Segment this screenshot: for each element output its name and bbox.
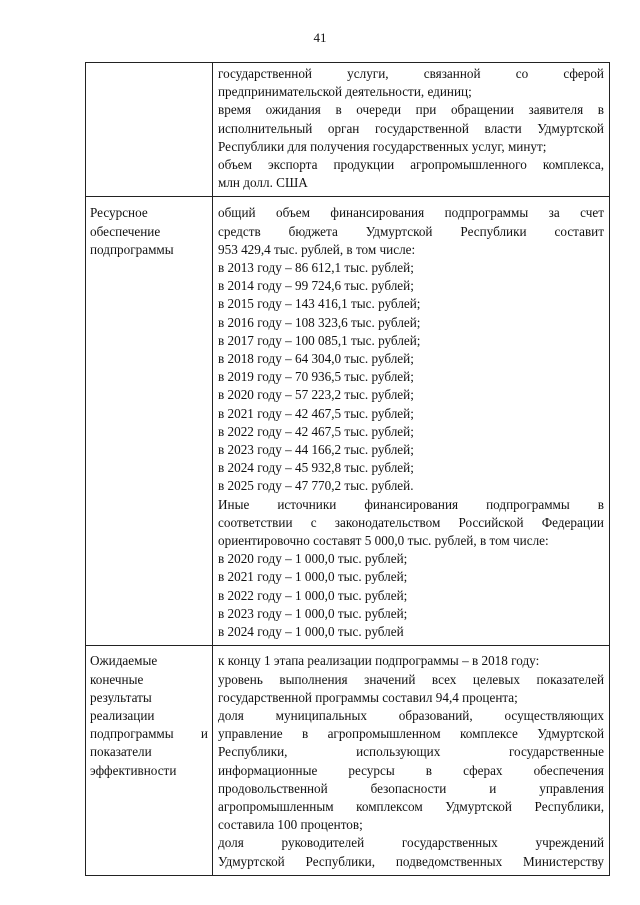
label-line: Ресурсное: [90, 205, 148, 221]
text-line: доля руководителей государственных учреждений: [218, 835, 604, 851]
text-line: доля муниципальных образований, осуществляющих: [218, 707, 604, 723]
label-line: подпрограммы и: [90, 726, 208, 742]
text-line: соответствии с законодательством Российской Федерации: [218, 514, 604, 530]
funding-2018: в 2018 году – 64 304,0 тыс. рублей;: [218, 351, 414, 367]
text-line: общий объем финансирования подпрограммы за счет: [218, 205, 604, 221]
cell-label-empty: [86, 63, 213, 197]
label-line: Ожидаемые: [90, 653, 158, 669]
text-line: Удмуртской Республики, подведомственных Министерству: [218, 853, 604, 869]
table-row-continuation: [86, 63, 610, 197]
cell-content-expected-results: [213, 646, 610, 875]
text-line: государственной программы составил 94,4 процента;: [218, 689, 518, 705]
funding-2017: в 2017 году – 100 085,1 тыс. рублей;: [218, 332, 421, 348]
page-number: 41: [313, 30, 327, 45]
funding-2020: в 2020 году – 57 223,2 тыс. рублей;: [218, 387, 414, 403]
text-line: информационные ресурсы в сферах обеспечения: [218, 762, 604, 778]
table-row-resources: [86, 197, 610, 646]
text-line: государственной услуги, связанной со сферой: [218, 66, 604, 81]
text-line: уровень выполнения значений всех целевых показателей: [218, 671, 604, 687]
funding-2014: в 2014 году – 99 724,6 тыс. рублей;: [218, 278, 414, 294]
table-row-expected-results: [86, 646, 610, 875]
funding-2015: в 2015 году – 143 416,1 тыс. рублей;: [218, 296, 421, 312]
label-line: результаты: [90, 689, 152, 705]
funding-2021: в 2021 году – 42 467,5 тыс. рублей;: [218, 405, 414, 421]
label-line: показатели: [90, 744, 152, 760]
funding-2023: в 2023 году – 44 166,2 тыс. рублей;: [218, 442, 414, 458]
text-line: ориентировочно составят 5 000,0 тыс. рублей, в том числе:: [218, 533, 549, 549]
label-line: эффективности: [90, 762, 177, 778]
other-funding-2024: в 2024 году – 1 000,0 тыс. рублей: [218, 624, 404, 640]
funding-2016: в 2016 году – 108 323,6 тыс. рублей;: [218, 314, 421, 330]
funding-2022: в 2022 году – 42 467,5 тыс. рублей;: [218, 423, 414, 439]
text-line: к концу 1 этапа реализации подпрограммы – в 2018 году:: [218, 653, 540, 669]
other-funding-2022: в 2022 году – 1 000,0 тыс. рублей;: [218, 587, 408, 603]
other-funding-2023: в 2023 году – 1 000,0 тыс. рублей;: [218, 605, 408, 621]
text-line: Республики для получения государственных услуг, минут;: [218, 138, 547, 154]
text-line: Иные источники финансирования подпрограммы в: [218, 496, 604, 512]
cell-content-indicators: [213, 63, 610, 197]
cell-content-resources: [213, 197, 610, 646]
text-line: предпринимательской деятельности, единиц;: [218, 84, 472, 100]
text-line: 953 429,4 тыс. рублей, в том числе:: [218, 241, 416, 257]
label-line: подпрограммы: [90, 241, 174, 257]
text-line: составила 100 процентов;: [218, 817, 363, 833]
text-line: Республики, использующих государственные: [218, 744, 604, 760]
label-line: обеспечение: [90, 223, 161, 239]
text-line: агропромышленным комплексом Удмуртской Республики,: [218, 798, 604, 814]
cell-label-resources: [86, 197, 213, 646]
label-line: конечные: [90, 671, 144, 687]
text-line: управление в агропромышленном комплексе Удмуртской: [218, 726, 604, 742]
passport-table: [85, 62, 610, 876]
funding-2013: в 2013 году – 86 612,1 тыс. рублей;: [218, 260, 414, 276]
funding-2019: в 2019 году – 70 936,5 тыс. рублей;: [218, 369, 414, 385]
label-line: реализации: [90, 707, 155, 723]
cell-label-expected-results: [86, 646, 213, 875]
funding-2024: в 2024 году – 45 932,8 тыс. рублей;: [218, 460, 414, 476]
text-line: средств бюджета Удмуртской Республики составит: [218, 223, 604, 239]
other-funding-2020: в 2020 году – 1 000,0 тыс. рублей;: [218, 551, 408, 567]
text-line: исполнительный орган государственной власти Удмуртской: [218, 120, 604, 136]
text-line: время ожидания в очереди при обращении заявителя в: [218, 102, 604, 118]
text-line: продовольственной безопасности и управления: [218, 780, 604, 796]
other-funding-2021: в 2021 году – 1 000,0 тыс. рублей;: [218, 569, 408, 585]
funding-2025: в 2025 году – 47 770,2 тыс. рублей.: [218, 478, 414, 494]
text-line: объем экспорта продукции агропромышленного комплекса,: [218, 157, 604, 173]
text-line: млн долл. США: [218, 175, 308, 191]
